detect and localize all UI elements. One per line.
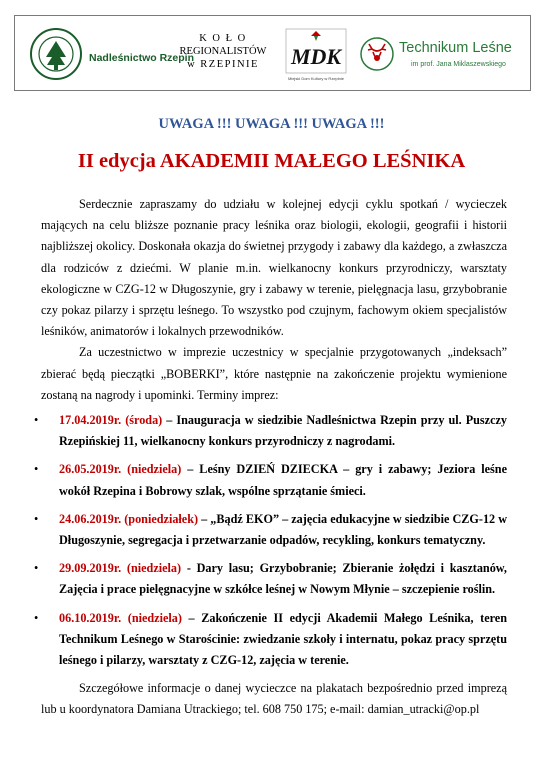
kolo-line: w RZEPINIE (187, 59, 259, 70)
event-date: 29.09.2019r. (niedziela) (59, 561, 182, 576)
event-date: 24.06.2019r. (poniedziałek) (59, 511, 199, 526)
stamps-paragraph: Za uczestnictwo w imprezie uczestnicy w specjalnie przygotowanych „indeksach” zbierać będą pieczątki „BOBERKI”, które następnie na zakończenie projektu wymienione zostaną na nagrody i upominki. Terminy imprez: (41, 345, 507, 402)
bullet-icon: • (34, 610, 39, 625)
bullet-icon: • (34, 511, 39, 526)
kolo-line: REGIONALISTÓW (179, 46, 267, 57)
event-item (34, 410, 507, 452)
event-text: - Dary lasu; Grzybobranie; Zbieranie żołędzi i kasztanów, Zajęcia i prace pielęgnacyjne w szkółce leśnej w Nowym Młynie – szczepienie roślin. (59, 561, 507, 597)
mdk-subtitle: Miejski Dom Kultury w Rzepinie (287, 76, 344, 81)
event-text: – Leśny DZIEŃ DZIECKA – gry i zabawy; Jeziora leśne wokół Rzepina i Bobrowy szlak, wspólne sprzątanie śmieci. (59, 462, 507, 498)
event-text: – Inauguracja w siedzibie Nadleśnictwa Rzepin przy ul. Puszczy Rzepińskiej 11, wielkanocny konkurs przyrodniczy z nagrodami. (59, 413, 507, 449)
events-list (34, 410, 508, 671)
event-item (34, 509, 508, 551)
bullet-icon: • (34, 561, 39, 576)
event-item (34, 459, 507, 501)
mdk-logo (285, 28, 347, 74)
bullet-icon: • (34, 462, 39, 477)
event-item (34, 608, 507, 672)
event-item (34, 558, 507, 600)
intro-paragraph: Serdecznie zapraszamy do udziału w kolejnej edycji cyklu spotkań / wycieczek mających na celu bliższe poznanie pracy leśnika oraz biologii, ekologii, geografii i historii najbliższej okolicy. Doskonała okazja do świetnej przygody i zabawy dla każdego, a zwłaszcza dla rodziców z dziećmi. W planie m.in. wielkanocny konkurs przyrodniczy, warsztaty ekologiczne w CZG-12 w Długoszynie, gry i zabawy w terenie, pielęgnacja lasu, grzybobranie czy pokaz pilarzy i sprzętu leśnego. To wszystko pod czujnym, fachowym okiem specjalistów leśników, animatorów i lokalnych przewodników. (41, 197, 507, 339)
document-body (34, 194, 508, 721)
technikum-name: Technikum Leśne (399, 40, 512, 56)
event-date: 06.10.2019r. (niedziela) (59, 610, 182, 625)
lasy-panstwowe-logo (29, 27, 83, 81)
contact-paragraph: Szczegółowe informacje o danej wycieczce na plakatach bezpośrednio przed imprezą lub u koordynatora Damiana Utrackiego; tel. 608 750 175; e-mail: damian_utracki@op.pl (41, 681, 507, 717)
page-title: II edycja AKADEMII MAŁEGO LEŚNIKA (77, 150, 466, 172)
svg-text:MDK: MDK (290, 44, 342, 69)
technikum-deer-logo (359, 36, 395, 72)
event-date: 17.04.2019r. (środa) (59, 413, 163, 428)
event-text: – „Bądź EKO” – zajęcia edukacyjne w siedzibie CZG-12 w Długoszynie, segregacja i przetwarzanie odpadów, recykling, konkurs tematyczny. (59, 511, 508, 548)
event-date: 26.05.2019r. (niedziela) (59, 462, 182, 477)
kolo-regionalistow (173, 32, 273, 71)
warning-heading: UWAGA !!! UWAGA !!! UWAGA !!! (158, 116, 385, 132)
kolo-line: K O Ł O (199, 33, 247, 44)
header-logos-box (14, 15, 531, 91)
bullet-icon: • (34, 413, 39, 428)
nadlesnictwo-name: Nadleśnictwo Rzepin (89, 52, 195, 64)
event-text: – Zakończenie II edycji Akademii Małego Leśnika, teren Technikum Leśnego w Starościnie: zwiedzanie szkoły i internatu, pokaz pracy sprzętu leśnego i pilarzy, warsztaty z CZG-12, zajęcia w terenie. (59, 610, 507, 668)
technikum-subtitle: im prof. Jana Miklaszewskiego (411, 61, 506, 68)
